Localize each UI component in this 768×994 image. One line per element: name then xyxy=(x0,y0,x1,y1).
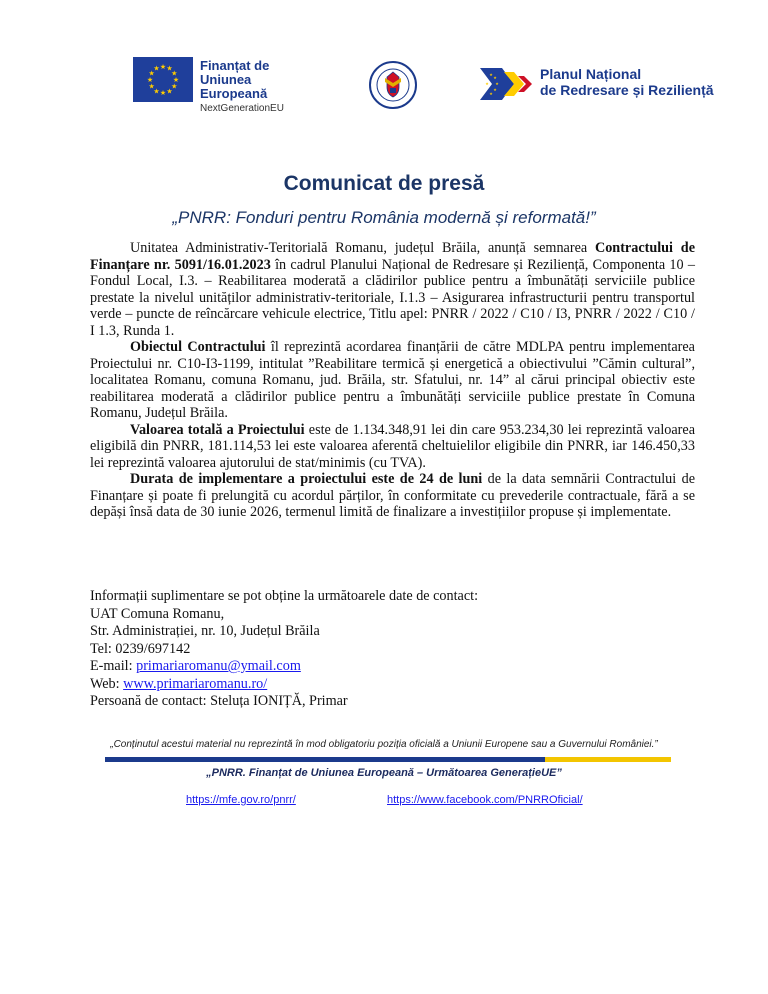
email-link[interactable]: primariaromanu@ymail.com xyxy=(136,658,301,674)
eu-flag-icon xyxy=(133,57,193,102)
facebook-pnrr-link[interactable]: https://www.facebook.com/PNRROficial/ xyxy=(387,794,583,806)
pnrr-arrow-icon xyxy=(480,66,536,102)
page-title: Comunicat de presă xyxy=(283,172,485,195)
pnrr-logo-line2: de Redresare și Reziliență xyxy=(540,82,714,98)
svg-text:★: ★ xyxy=(146,76,154,84)
svg-text:★: ★ xyxy=(148,69,155,78)
paragraph-contract: Unitatea Administrativ-Teritorială Romanu, județul Brăila, anunță semnarea Contractului de Finanțare nr. 5091/16.01.2023 în cadrul Planului Național de Redresare și Reziliență, Componenta 10 – Fondul Local, I.3. – Reabilitarea moderată a clădirilor publice pentru a îmbunătăți serviciile publice prestate la nivelul unităților administrativ-teritoriale, I.1.3 – Asigurarea infrastructurii pentru transportul verde – puncte de reîncărcare vehicule electrice, Titlu apel: PNRR / 2022 / C10 / I3, PNRR / 2022 / C10 / I 1.3, Runda 1. xyxy=(90,240,696,339)
pnrr-logo-line1: Planul Național xyxy=(540,66,642,82)
svg-text:★: ★ xyxy=(166,64,173,73)
disclaimer: „Conținutul acestui material nu reprezintă în mod obligatoriu poziția oficială a Uniunii Europene sau a Guvernului României.” xyxy=(110,739,658,750)
svg-text:★: ★ xyxy=(166,87,173,96)
paragraph-duration: Durata de implementare a proiectului este de 24 de luni de la data semnării Contractului de Finanțare și poate fi prelungită cu acordul părților, în conformitate cu prevederile contractuale, fără a se depăși însă data de 30 iunie 2026, termenul limită de finalizare a investițiilor propuse și implementate. xyxy=(90,471,695,520)
website-link[interactable]: www.primariaromanu.ro/ xyxy=(123,675,268,692)
svg-text:★: ★ xyxy=(153,87,160,96)
contact-org: UAT Comuna Romanu, xyxy=(90,605,225,622)
footer-divider xyxy=(105,757,671,762)
svg-text:★: ★ xyxy=(489,91,493,96)
contact-tel: Tel: 0239/697142 xyxy=(90,640,191,657)
contact-intro: Informații suplimentare se pot obține la următoarele date de contact: xyxy=(90,588,479,604)
government-seal-icon xyxy=(368,60,418,110)
contract-number: Contractului de Finanțare nr. 5091/16.01.2023 xyxy=(90,240,695,273)
eu-logo-line1: Finanțat de xyxy=(200,58,270,73)
svg-text:★: ★ xyxy=(172,76,180,84)
svg-text:★: ★ xyxy=(159,63,167,71)
paragraph-value: Valoarea totală a Proiectului este de 1.134.348,91 lei din care 953.234,30 lei reprezintă valoarea eligibilă din PNRR, 181.114,53 lei este valoarea aferentă cheltuielilor eligibile din PNRR, iar 146.450,33 lei reprezintă valoarea ajutorului de stat/minimis (cu TVA). xyxy=(90,421,696,471)
svg-text:★: ★ xyxy=(485,81,489,86)
contact-block xyxy=(90,588,590,711)
mfe-pnrr-link[interactable]: https://mfe.gov.ro/pnrr/ xyxy=(186,794,296,806)
svg-text:★: ★ xyxy=(495,81,499,86)
svg-text:★: ★ xyxy=(493,87,497,92)
eu-funding-logo xyxy=(133,57,313,114)
svg-text:★: ★ xyxy=(159,89,167,97)
eu-logo-line3: NextGenerationEU xyxy=(200,103,284,114)
contact-web-row: Web: www.primariaromanu.ro/ xyxy=(90,675,268,692)
footer-title: „PNRR. Finanțat de Uniunea Europeană – Următoarea GenerațieUE” xyxy=(206,767,562,779)
svg-text:★: ★ xyxy=(489,72,493,77)
pnrr-logo xyxy=(480,64,740,106)
paragraph-object: Obiectul Contractului îl reprezintă acordarea finanțării de către MDLPA pentru implementarea Proiectului nr. C10-I3-1199, intitulat ”Reabilitare termică și energetică a obiectivului ”Cămin cultural”, localitatea Romanu, comuna Romanu, jud. Brăila, str. Sfatului, nr. 14” al cărui principal obiectiv este reabilitarea moderată a clădirilor publice pentru a îmbunătăți serviciile publice prestate în Comuna Romanu, Județul Brăila. xyxy=(90,339,695,421)
svg-text:★: ★ xyxy=(171,69,178,78)
contact-address: Str. Administrației, nr. 10, Județul Brăila xyxy=(90,623,320,639)
eu-logo-line2: Uniunea Europeană xyxy=(200,72,268,101)
contact-person: Persoană de contact: Steluța IONIȚĂ, Primar xyxy=(90,693,348,709)
page-subtitle: „PNRR: Fonduri pentru România modernă și reformată!” xyxy=(172,208,596,227)
svg-text:★: ★ xyxy=(148,82,155,91)
svg-text:★: ★ xyxy=(493,75,497,80)
press-release-body xyxy=(90,240,695,521)
svg-text:★: ★ xyxy=(171,82,178,91)
svg-text:★: ★ xyxy=(153,64,160,73)
contact-email-row: E-mail: primariaromanu@ymail.com xyxy=(90,658,301,674)
